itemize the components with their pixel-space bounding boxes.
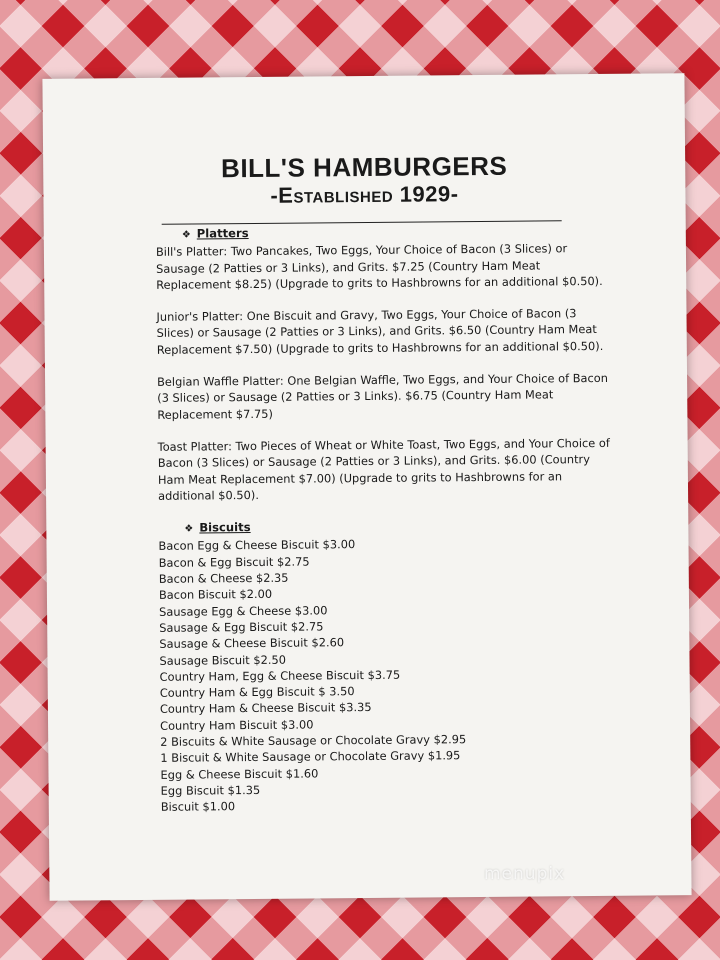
biscuit-item: 2 Biscuits & White Sausage or Chocolate Gravy $2.95: [160, 732, 467, 749]
biscuits-heading-label: Biscuits: [199, 520, 251, 535]
biscuit-item: Country Ham & Cheese Biscuit $3.35: [159, 700, 372, 717]
biscuit-item: Biscuit $1.00: [160, 799, 236, 815]
biscuit-item: Egg & Cheese Biscuit $1.60: [160, 766, 319, 782]
diamond-bullet-icon: ❖: [181, 229, 191, 241]
biscuit-item: Bacon & Egg Biscuit $2.75: [158, 554, 310, 570]
biscuit-item: Egg Biscuit $1.35: [160, 782, 261, 798]
restaurant-title: BILL'S HAMBURGERS: [220, 150, 508, 184]
platters-heading-label: Platters: [196, 226, 249, 241]
biscuit-item: Sausage & Egg Biscuit $2.75: [159, 619, 324, 635]
menupix-watermark: menupix: [484, 864, 566, 884]
biscuit-item: Bacon Biscuit $2.00: [158, 587, 273, 603]
platter-item-bills: Bill's Platter: Two Pancakes, Two Eggs, Your Choice of Bacon (3 Slices) or Sausage (2 Patties or 3 Links), and Grits. $7.25 (Country Ham Meat Replacement $8.25) (Upgrade to grits to Hashbrowns for an additional $0.50).: [155, 241, 603, 292]
diamond-bullet-icon: ❖: [184, 523, 194, 535]
biscuit-item: 1 Biscuit & White Sausage or Chocolate Gravy $1.95: [160, 748, 461, 766]
biscuit-item: Country Ham Biscuit $3.00: [160, 717, 314, 733]
biscuit-item: Sausage Egg & Cheese $3.00: [159, 602, 328, 619]
biscuit-item: Sausage & Cheese Biscuit $2.60: [159, 635, 345, 652]
biscuit-item: Country Ham & Egg Biscuit $ 3.50: [159, 684, 355, 700]
biscuit-item: Sausage Biscuit $2.50: [159, 652, 287, 668]
platter-item-juniors: Junior's Platter: One Biscuit and Gravy, Two Eggs, Your Choice of Bacon (3 Slices) or Sausage (2 Patties or 3 Links), and Grits. $6.50 (Country Ham Meat Replacement $7.50) (Upgrade to grits to Hashbrowns for an additional $0.50).: [156, 306, 604, 357]
established-subtitle: -Established 1929-: [270, 181, 459, 208]
biscuit-item: Country Ham, Egg & Cheese Biscuit $3.75: [159, 667, 401, 684]
biscuit-item: Bacon & Cheese $2.35: [158, 570, 289, 586]
platter-item-belgian-waffle: Belgian Waffle Platter: One Belgian Waffle, Two Eggs, and Your Choice of Bacon (3 Slices) or Sausage (2 Patties or 3 Links). $6.75 (Country Ham Meat Replacement $7.75): [157, 370, 609, 422]
biscuit-item: Bacon Egg & Cheese Biscuit $3.00: [158, 537, 356, 554]
menu-sheet: [42, 73, 691, 901]
menu-content: [156, 222, 621, 815]
platter-item-toast: Toast Platter: Two Pieces of Wheat or White Toast, Two Eggs, and Your Choice of Bacon (3 Slices) or Sausage (2 Patties or 3 Links), and Grits. $6.00 (Country Ham Meat Replacement $7.00) (Upgrade to grits to Hashbrowns for an additional $0.50).: [157, 435, 610, 503]
